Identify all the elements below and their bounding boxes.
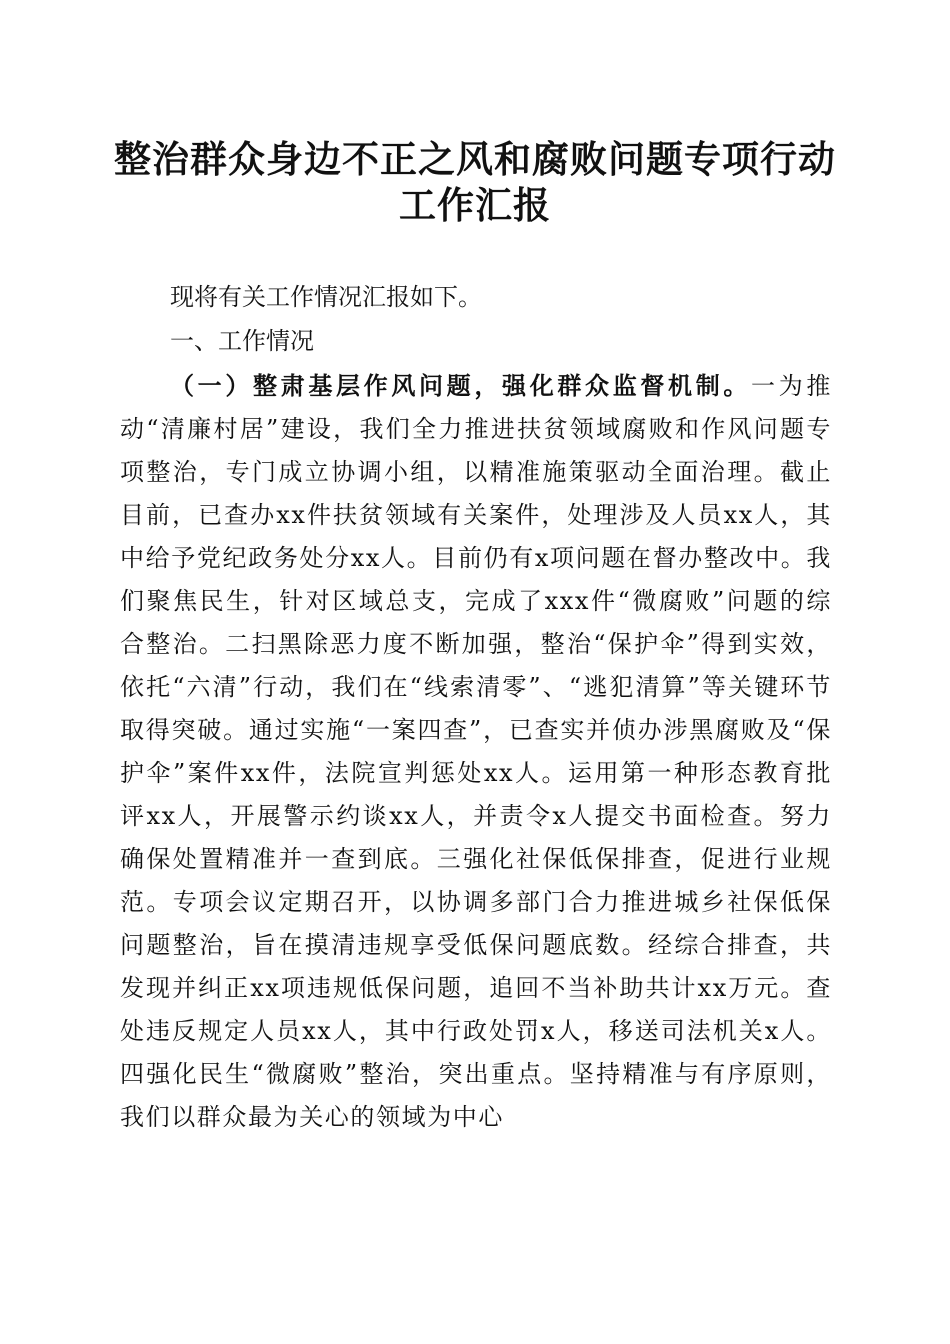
paragraph-body: 一为推动“清廉村居”建设，我们全力推进扶贫领域腐败和作风问题专项整治，专门成立协调小组，以精准施策驱动全面治理。截止目前，已查办xx件扶贫领域有关案件，处理涉及人员xx人，其中给予党纪政务处分xx人。目前仍有x项问题在督办整改中。我们聚焦民生，针对区域总支，完成了xxx件“微腐败”问题的综合整治。二扫黑除恶力度不断加强，整治“保护伞”得到实效，依托“六清”行动，我们在“线索清零”、“逃犯清算”等关键环节取得突破。通过实施“一案四查”，已查实并侦办涉黑腐败及“保护伞”案件xx件，法院宣判惩处xx人。运用第一种形态教育批评xx人，开展警示约谈xx人，并责令x人提交书面检查。努力确保处置精准并一查到底。三强化社保低保排查，促进行业规范。专项会议定期召开，以协调多部门合力推进城乡社保低保问题整治，旨在摸清违规享受低保问题底数。经综合排查，共发现并纠正xx项违规低保问题，追回不当补助共计xx万元。查处违反规定人员xx人，其中行政处罚x人，移送司法机关x人。四强化民生“微腐败”整治，突出重点。坚持精准与有序原则，我们以群众最为关心的领域为中心 [120, 372, 832, 1131]
section-heading: 一、工作情况 [170, 327, 314, 355]
work-situation-paragraph [120, 364, 832, 1168]
subsection-heading: （一）整肃基层作风问题，强化群众监督机制。 [170, 371, 752, 400]
document-title: 整治群众身边不正之风和腐败问题专项行动工作汇报 [114, 137, 836, 227]
intro-paragraph: 现将有关工作情况汇报如下。 [170, 283, 482, 311]
